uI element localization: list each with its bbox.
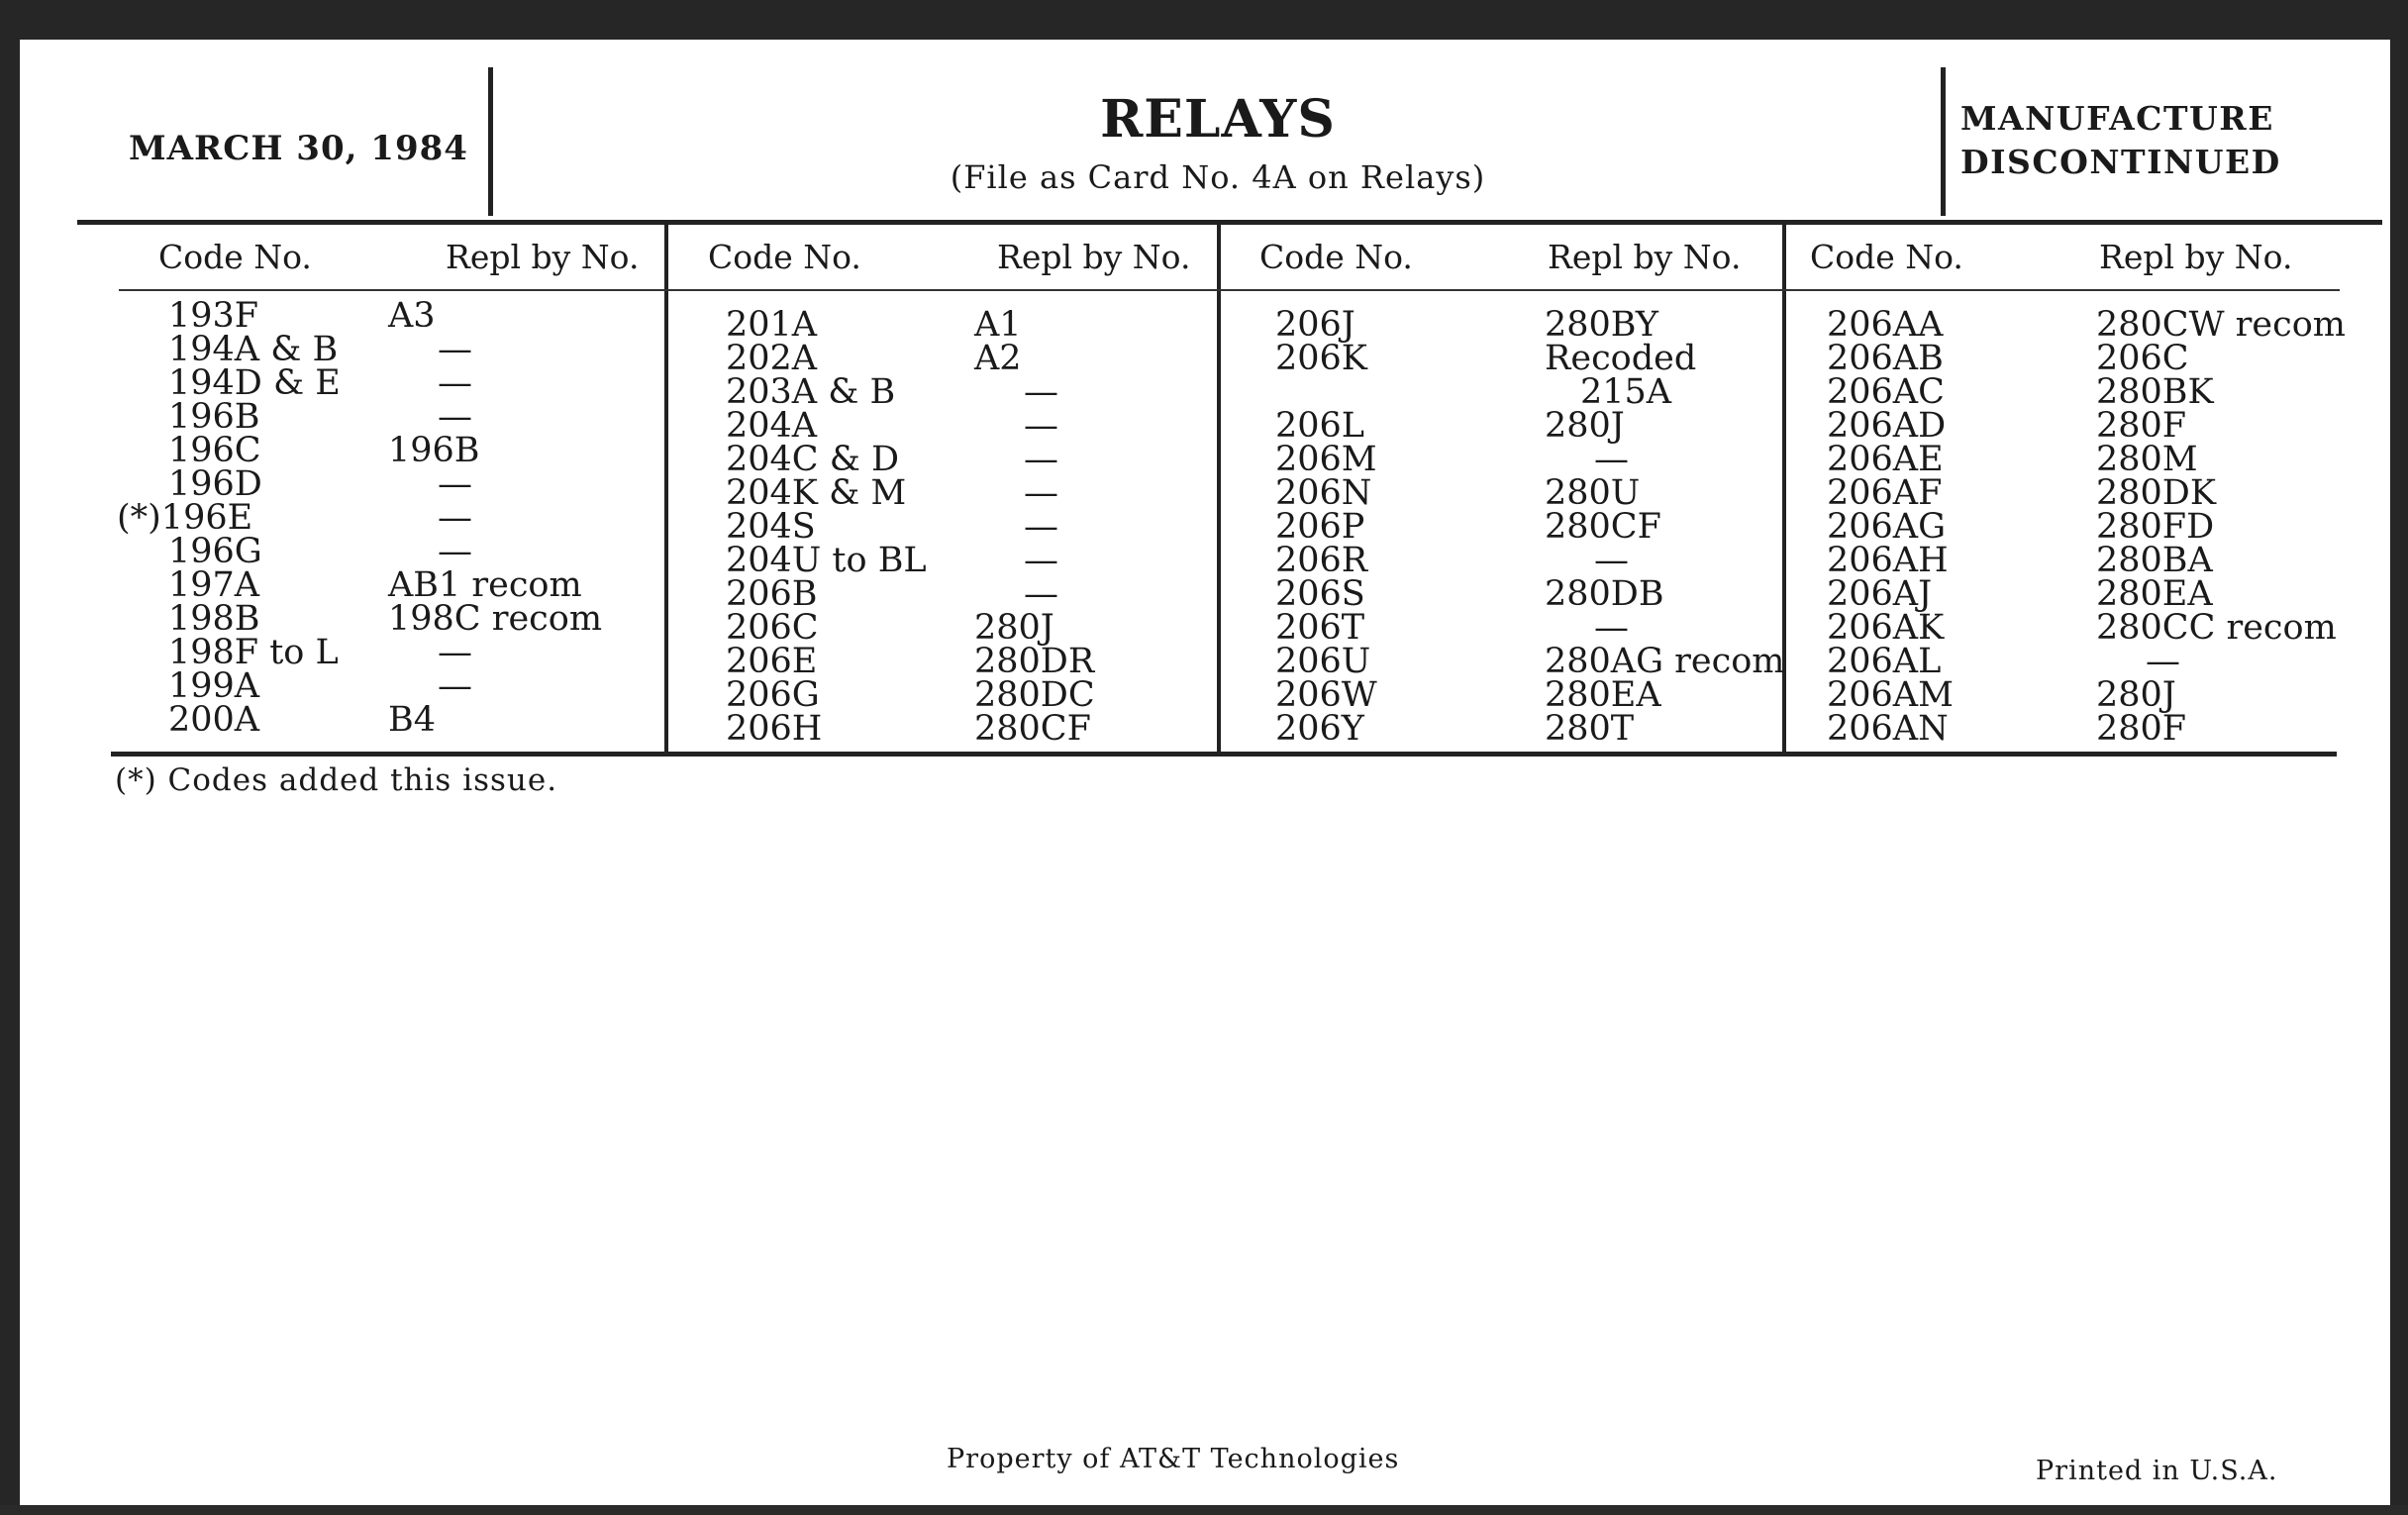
repl-by-no-header: Repl by No. bbox=[446, 238, 640, 276]
code-cell: 206AC bbox=[1827, 372, 1945, 412]
replacement-cell: 280EA bbox=[2096, 574, 2213, 614]
replacement-cell: A1 bbox=[974, 305, 1022, 345]
scan-border-bottom bbox=[0, 1505, 2408, 1515]
code-cell: 193F bbox=[168, 296, 259, 336]
replacement-cell: — bbox=[1024, 473, 1058, 513]
code-cell: 206W bbox=[1275, 675, 1377, 715]
replacement-cell: 280DB bbox=[1545, 574, 1664, 614]
replacement-cell: 280J bbox=[974, 608, 1054, 648]
replacement-cell: 280CW recom bbox=[2096, 305, 2346, 345]
repl-by-no-header: Repl by No. bbox=[2099, 238, 2293, 276]
header-divider-right bbox=[1941, 67, 1946, 216]
status-line-1: MANUFACTURE bbox=[1960, 99, 2274, 138]
code-cell: 198F to L bbox=[168, 633, 339, 672]
code-cell: (*)196E bbox=[117, 498, 253, 538]
replacement-cell: — bbox=[438, 397, 472, 437]
replacement-cell: — bbox=[438, 363, 472, 403]
code-no-header: Code No. bbox=[158, 238, 312, 276]
replacement-cell: 280FD bbox=[2096, 507, 2215, 547]
replacement-cell: 280DR bbox=[974, 642, 1095, 681]
page-subtitle: (File as Card No. 4A on Relays) bbox=[950, 158, 1486, 196]
code-cell: 197A bbox=[168, 565, 260, 605]
replacement-cell: 280J bbox=[1545, 406, 1625, 446]
code-cell: 206J bbox=[1275, 305, 1355, 345]
page-title: RELAYS bbox=[1100, 89, 1336, 150]
replacement-cell: — bbox=[1024, 507, 1058, 547]
replacement-cell: 280CC recom bbox=[2096, 608, 2337, 648]
replacement-cell: B4 bbox=[388, 700, 436, 740]
code-cell: 196G bbox=[168, 532, 262, 571]
column-divider bbox=[1217, 220, 1221, 755]
replacement-cell: 280T bbox=[1545, 709, 1635, 749]
code-cell: 206T bbox=[1275, 608, 1365, 648]
code-cell: 198B bbox=[168, 599, 260, 639]
code-cell: 206G bbox=[726, 675, 820, 715]
status-line-2: DISCONTINUED bbox=[1960, 143, 2281, 181]
code-cell: 204U to BL bbox=[726, 541, 927, 580]
code-cell: 206AF bbox=[1827, 473, 1943, 513]
code-cell: 206L bbox=[1275, 406, 1365, 446]
column-header-rule bbox=[119, 289, 673, 291]
code-cell: 201A bbox=[726, 305, 818, 345]
code-cell: 194A & B bbox=[168, 330, 339, 369]
code-cell: 206AK bbox=[1827, 608, 1945, 648]
replacement-cell: 215A bbox=[1580, 372, 1672, 412]
header-divider-left bbox=[488, 67, 493, 216]
replacement-cell: 280F bbox=[2096, 406, 2187, 446]
code-cell: 202A bbox=[726, 339, 818, 378]
replacement-cell: — bbox=[438, 666, 472, 706]
replacement-cell: — bbox=[1024, 406, 1058, 446]
replacement-cell: 280CF bbox=[974, 709, 1091, 749]
code-cell: 206AE bbox=[1827, 440, 1944, 479]
code-cell: 206Y bbox=[1275, 709, 1364, 749]
code-cell: 206S bbox=[1275, 574, 1365, 614]
replacement-cell: AB1 recom bbox=[388, 565, 582, 605]
code-cell: 196C bbox=[168, 431, 261, 470]
replacement-cell: 280EA bbox=[1545, 675, 1661, 715]
code-cell: 200A bbox=[168, 700, 260, 740]
code-cell: 199A bbox=[168, 666, 260, 706]
scan-border-top bbox=[0, 0, 2408, 40]
replacement-cell: 280DC bbox=[974, 675, 1095, 715]
code-no-header: Code No. bbox=[1259, 238, 1413, 276]
column-divider bbox=[664, 220, 668, 755]
code-cell: 206R bbox=[1275, 541, 1368, 580]
code-cell: 206AL bbox=[1827, 642, 1942, 681]
repl-by-no-header: Repl by No. bbox=[1548, 238, 1742, 276]
replacement-cell: 280U bbox=[1545, 473, 1641, 513]
code-cell: 206E bbox=[726, 642, 818, 681]
code-cell: 204K & M bbox=[726, 473, 907, 513]
replacement-cell: 280F bbox=[2096, 709, 2187, 749]
printed-notice: Printed in U.S.A. bbox=[2036, 1456, 2278, 1486]
replacement-cell: — bbox=[438, 330, 472, 369]
scan-border-right bbox=[2390, 0, 2408, 1515]
code-cell: 206K bbox=[1275, 339, 1367, 378]
replacement-cell: 280AG recom bbox=[1545, 642, 1785, 681]
code-cell: 206P bbox=[1275, 507, 1365, 547]
replacement-cell: 206C bbox=[2096, 339, 2189, 378]
issue-date: MARCH 30, 1984 bbox=[129, 129, 468, 168]
code-cell: 206U bbox=[1275, 642, 1371, 681]
code-cell: 206B bbox=[726, 574, 818, 614]
replacement-cell: 280DK bbox=[2096, 473, 2217, 513]
column-header-rule bbox=[673, 289, 1230, 291]
replacement-cell: 280BA bbox=[2096, 541, 2213, 580]
code-cell: 206AD bbox=[1827, 406, 1947, 446]
replacement-cell: — bbox=[1594, 440, 1629, 479]
replacement-cell: — bbox=[1594, 608, 1629, 648]
scan-border-left bbox=[0, 0, 20, 1515]
repl-by-no-header: Repl by No. bbox=[997, 238, 1191, 276]
replacement-cell: 280J bbox=[2096, 675, 2176, 715]
property-notice: Property of AT&T Technologies bbox=[947, 1444, 1400, 1474]
replacement-cell: 280BK bbox=[2096, 372, 2214, 412]
replacement-cell: — bbox=[1024, 541, 1058, 580]
replacement-cell: 280BY bbox=[1545, 305, 1659, 345]
code-cell: 204A bbox=[726, 406, 818, 446]
replacement-cell: — bbox=[1024, 440, 1058, 479]
code-cell: 206AM bbox=[1827, 675, 1954, 715]
code-cell: 204S bbox=[726, 507, 816, 547]
replacement-cell: — bbox=[438, 633, 472, 672]
code-cell: 206AG bbox=[1827, 507, 1947, 547]
replacement-cell: — bbox=[438, 464, 472, 504]
replacement-cell: A2 bbox=[974, 339, 1022, 378]
replacement-cell: — bbox=[2146, 642, 2180, 681]
code-no-header: Code No. bbox=[708, 238, 861, 276]
code-cell: 203A & B bbox=[726, 372, 896, 412]
code-cell: 206N bbox=[1275, 473, 1372, 513]
column-header-rule bbox=[1230, 289, 1797, 291]
replacement-cell: 280M bbox=[2096, 440, 2198, 479]
column-header-rule bbox=[1797, 289, 2340, 291]
replacement-cell: — bbox=[1024, 372, 1058, 412]
code-cell: 206M bbox=[1275, 440, 1377, 479]
replacement-cell: 280CF bbox=[1545, 507, 1661, 547]
code-cell: 206AH bbox=[1827, 541, 1949, 580]
table-top-rule bbox=[77, 220, 2382, 225]
relay-card bbox=[20, 40, 2390, 1505]
code-cell: 206AA bbox=[1827, 305, 1944, 345]
replacement-cell: — bbox=[438, 498, 472, 538]
status-label bbox=[1960, 97, 2281, 184]
code-cell: 194D & E bbox=[168, 363, 341, 403]
code-cell: 206AN bbox=[1827, 709, 1949, 749]
code-cell: 206AJ bbox=[1827, 574, 1933, 614]
replacement-cell: A3 bbox=[388, 296, 436, 336]
code-cell: 206C bbox=[726, 608, 819, 648]
replacement-cell: — bbox=[1594, 541, 1629, 580]
code-cell: 206H bbox=[726, 709, 823, 749]
replacement-cell: 196B bbox=[388, 431, 480, 470]
code-cell: 196D bbox=[168, 464, 262, 504]
replacement-cell: Recoded bbox=[1545, 339, 1697, 378]
footnote: (*) Codes added this issue. bbox=[115, 762, 558, 798]
replacement-cell: — bbox=[438, 532, 472, 571]
table-bottom-rule bbox=[111, 752, 2337, 757]
code-cell: 196B bbox=[168, 397, 260, 437]
code-cell: 206AB bbox=[1827, 339, 1944, 378]
replacement-cell: 198C recom bbox=[388, 599, 603, 639]
code-cell: 204C & D bbox=[726, 440, 900, 479]
replacement-cell: — bbox=[1024, 574, 1058, 614]
code-no-header: Code No. bbox=[1810, 238, 1963, 276]
